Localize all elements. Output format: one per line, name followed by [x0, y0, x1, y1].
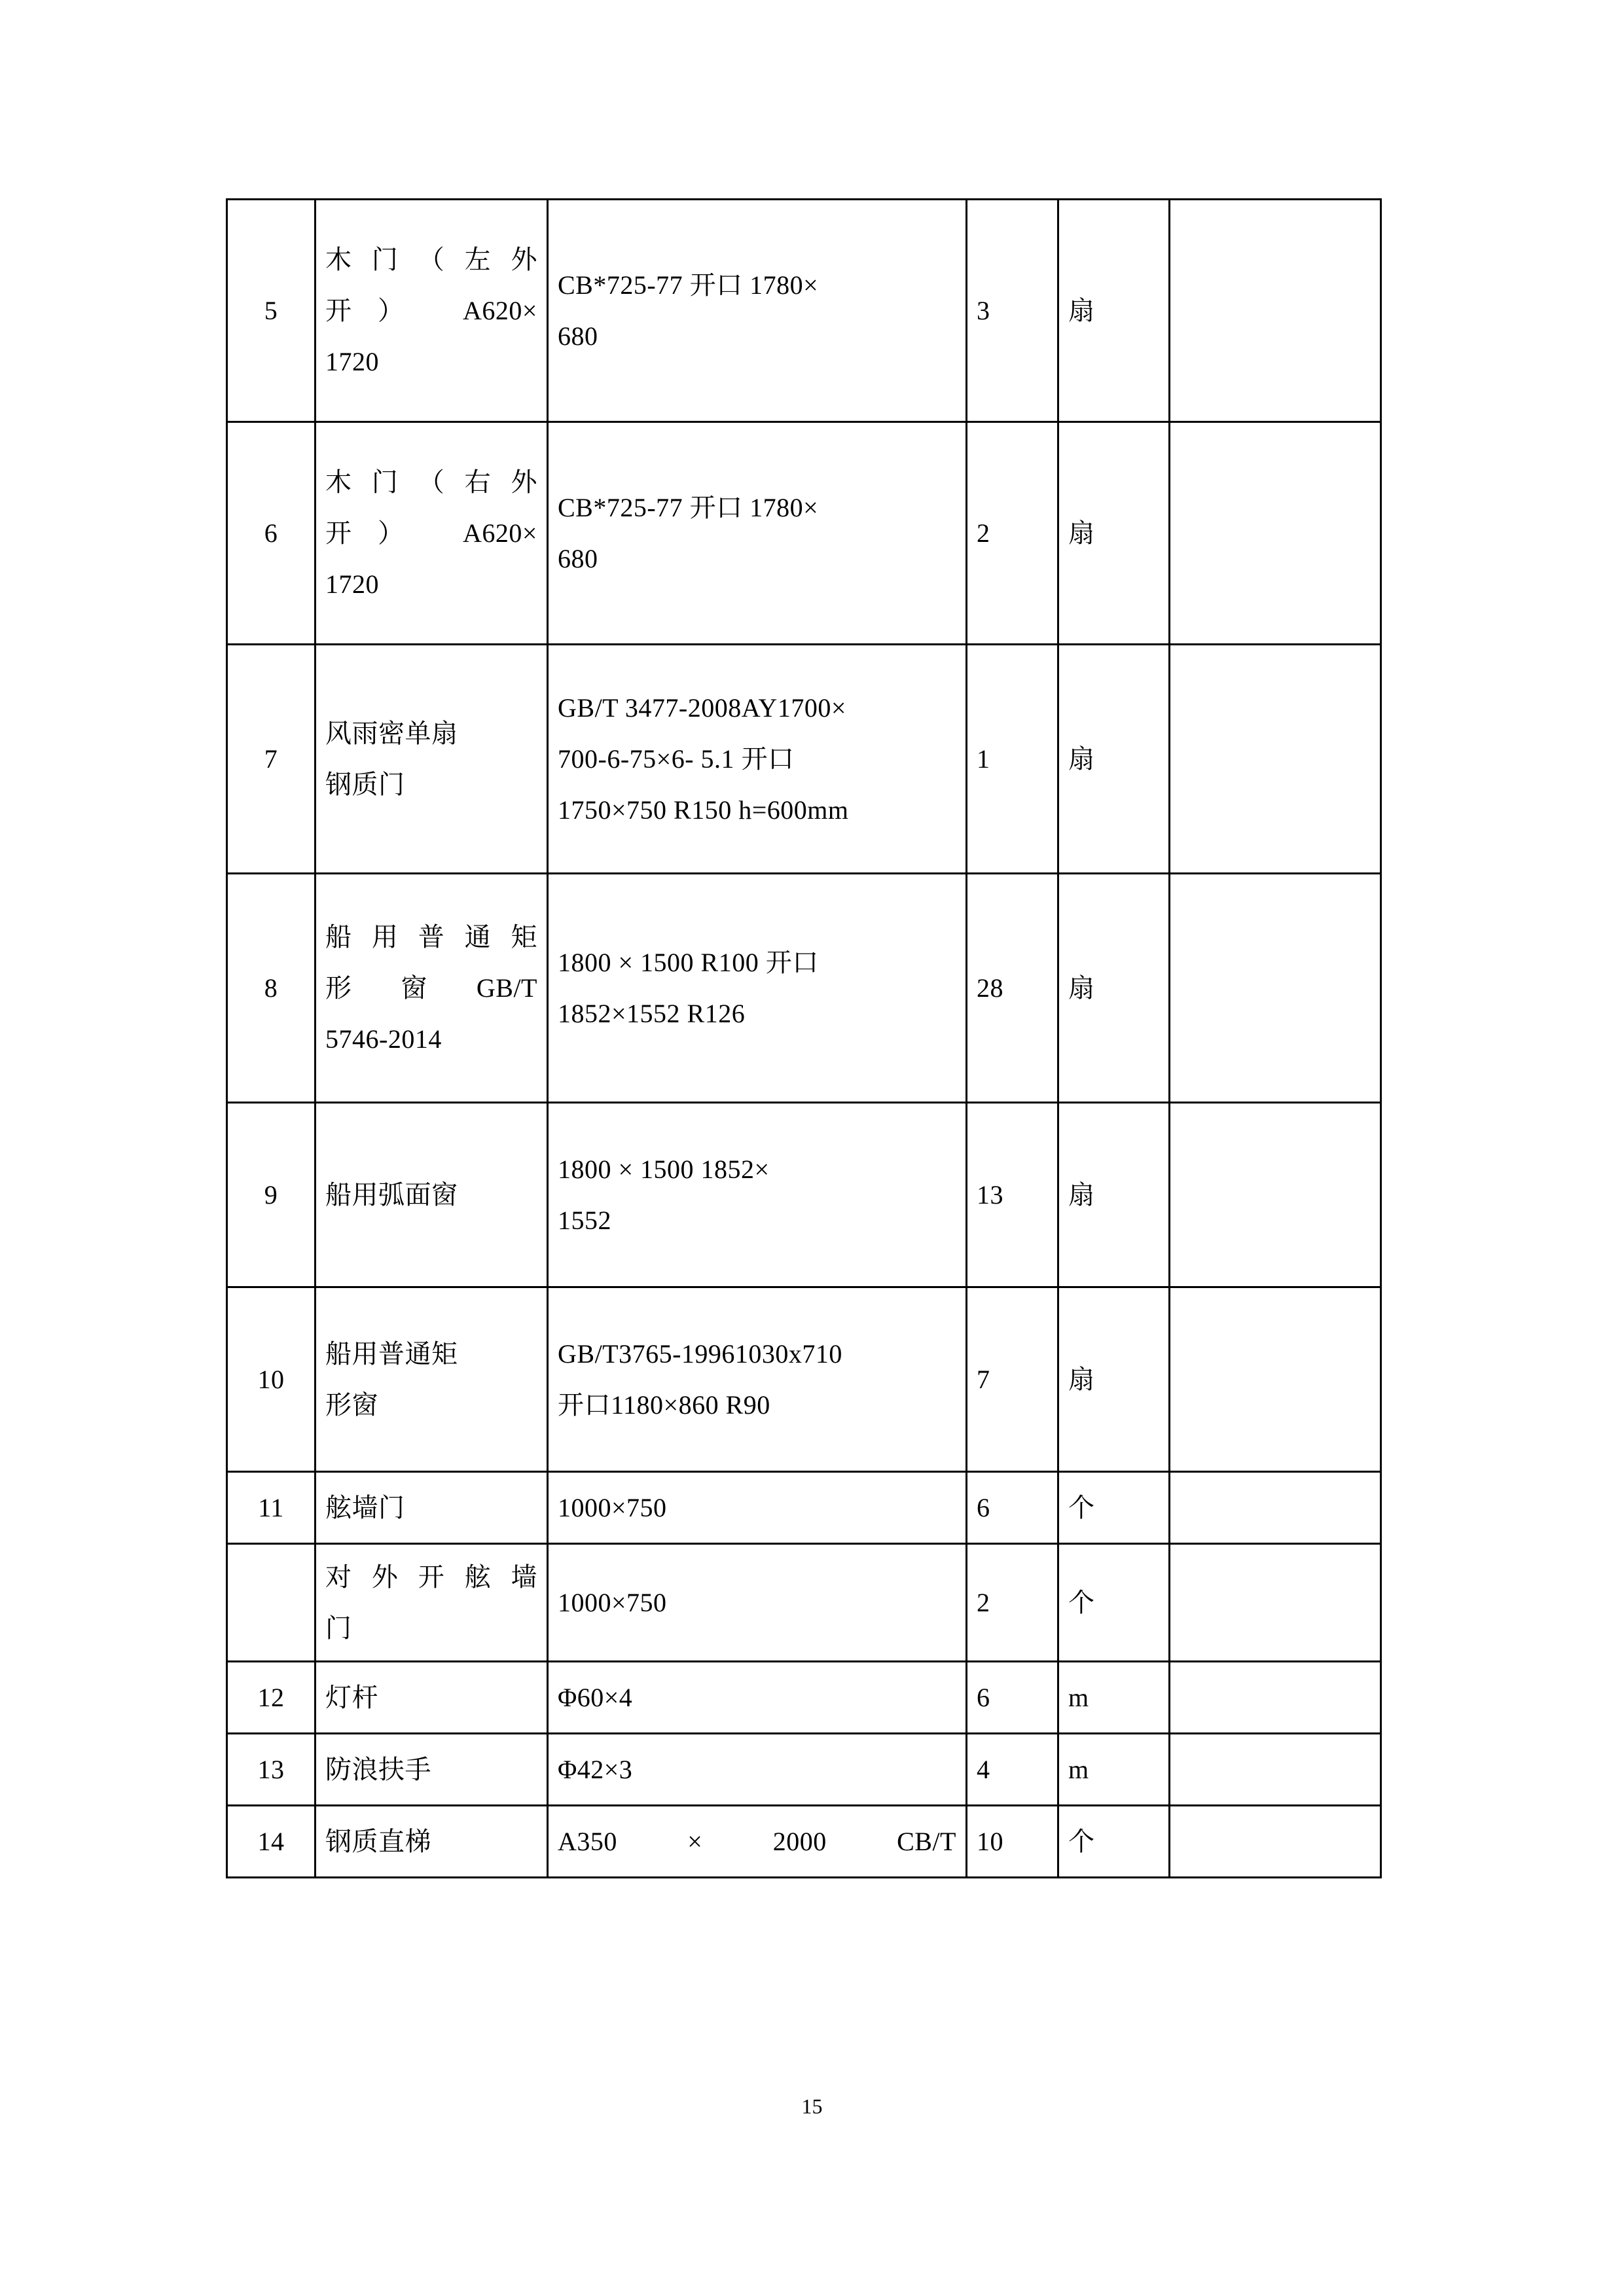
spec-line: 1800 × 1500 1852×: [558, 1154, 770, 1184]
name-line: 形 窗 GB/T: [325, 973, 537, 1003]
table-row: [227, 1472, 1381, 1544]
name-line: 船用普通矩: [325, 922, 537, 952]
row-name-cell: [316, 1734, 548, 1806]
name-line: 5746-2014: [325, 1024, 442, 1054]
spec-line: 1552: [558, 1205, 611, 1235]
page-number: 15: [801, 2094, 823, 2118]
row-spec-cell: [548, 1472, 967, 1544]
row-number-cell: 9: [227, 1103, 316, 1287]
row-name-cell: [316, 1103, 548, 1287]
row-note-cell: [1170, 1544, 1381, 1662]
spec-line: GB/T3765-19961030x710: [558, 1338, 842, 1369]
table-row: [227, 1662, 1381, 1734]
row-spec-cell: [548, 200, 967, 422]
row-unit-cell: 个: [1058, 1806, 1170, 1878]
name-line: 形窗: [325, 1390, 378, 1420]
row-unit-cell: 扇: [1058, 874, 1170, 1103]
table-body: [227, 200, 1381, 1878]
table-row: [227, 874, 1381, 1103]
row-quantity-cell: 7: [967, 1287, 1058, 1472]
table-row: [227, 200, 1381, 422]
row-number-cell: 8: [227, 874, 316, 1103]
row-unit-cell: 扇: [1058, 422, 1170, 645]
spec-line: 1750×750 R150 h=600mm: [558, 795, 849, 825]
name-line: 对外开舷墙: [325, 1562, 537, 1592]
row-number-cell: 5: [227, 200, 316, 422]
row-note-cell: [1170, 1103, 1381, 1287]
table-row: [227, 645, 1381, 874]
row-spec-cell: [548, 1287, 967, 1472]
row-unit-cell: 扇: [1058, 200, 1170, 422]
spec-line: A350 × 2000 CB/T: [558, 1826, 956, 1856]
row-spec-cell: [548, 874, 967, 1103]
row-number-cell: 6: [227, 422, 316, 645]
row-note-cell: [1170, 874, 1381, 1103]
spec-line: 开口1180×860 R90: [558, 1390, 770, 1420]
name-line: 木门（右外: [325, 467, 537, 497]
spec-line: 680: [558, 543, 598, 573]
row-name-cell: [316, 1287, 548, 1472]
row-quantity-cell: 4: [967, 1734, 1058, 1806]
row-note-cell: [1170, 1472, 1381, 1544]
spec-line: GB/T 3477-2008AY1700×: [558, 692, 846, 723]
specification-table: [226, 198, 1382, 1878]
row-note-cell: [1170, 1734, 1381, 1806]
row-spec-cell: [548, 1544, 967, 1662]
table-row: [227, 1544, 1381, 1662]
row-number-cell: 10: [227, 1287, 316, 1472]
row-spec-cell: [548, 1734, 967, 1806]
table-row: [227, 1806, 1381, 1878]
row-unit-cell: 扇: [1058, 1287, 1170, 1472]
row-number-cell: 7: [227, 645, 316, 874]
name-line: 防浪扶手: [325, 1754, 431, 1784]
row-name-cell: [316, 645, 548, 874]
spec-line: 1852×1552 R126: [558, 998, 746, 1028]
spec-table-container: [226, 198, 1380, 1878]
table-row: [227, 1734, 1381, 1806]
row-spec-cell: [548, 422, 967, 645]
spec-line: CB*725-77 开口 1780×: [558, 492, 819, 522]
row-unit-cell: 个: [1058, 1544, 1170, 1662]
row-name-cell: [316, 1806, 548, 1878]
name-line: 钢质直梯: [325, 1826, 431, 1856]
spec-line: 1000×750: [558, 1587, 667, 1617]
spec-line: 1800 × 1500 R100 开口: [558, 947, 819, 977]
spec-line: 1000×750: [558, 1492, 667, 1522]
spec-line: CB*725-77 开口 1780×: [558, 270, 819, 300]
row-quantity-cell: 6: [967, 1662, 1058, 1734]
name-line: 木门（左外: [325, 244, 537, 274]
name-line: 船用弧面窗: [325, 1179, 458, 1210]
row-note-cell: [1170, 645, 1381, 874]
row-quantity-cell: 2: [967, 1544, 1058, 1662]
row-spec-cell: [548, 1662, 967, 1734]
row-quantity-cell: 2: [967, 422, 1058, 645]
row-name-cell: [316, 1544, 548, 1662]
row-unit-cell: 个: [1058, 1472, 1170, 1544]
name-line: 1720: [325, 569, 379, 599]
row-unit-cell: 扇: [1058, 645, 1170, 874]
row-quantity-cell: 6: [967, 1472, 1058, 1544]
name-line: 船用普通矩: [325, 1338, 458, 1369]
row-number-cell: 12: [227, 1662, 316, 1734]
row-note-cell: [1170, 200, 1381, 422]
row-note-cell: [1170, 422, 1381, 645]
row-unit-cell: m: [1058, 1734, 1170, 1806]
name-line: 1720: [325, 346, 379, 376]
row-note-cell: [1170, 1662, 1381, 1734]
row-quantity-cell: 1: [967, 645, 1058, 874]
row-note-cell: [1170, 1287, 1381, 1472]
row-name-cell: [316, 874, 548, 1103]
row-unit-cell: 扇: [1058, 1103, 1170, 1287]
row-number-cell: 11: [227, 1472, 316, 1544]
row-number-cell: 14: [227, 1806, 316, 1878]
row-name-cell: [316, 422, 548, 645]
row-quantity-cell: 13: [967, 1103, 1058, 1287]
row-unit-cell: m: [1058, 1662, 1170, 1734]
row-quantity-cell: 10: [967, 1806, 1058, 1878]
row-spec-cell: [548, 1103, 967, 1287]
table-row: [227, 422, 1381, 645]
name-line: 开） A620×: [325, 518, 537, 548]
name-line: 风雨密单扇: [325, 718, 458, 748]
table-row: [227, 1103, 1381, 1287]
row-name-cell: [316, 1472, 548, 1544]
name-line: 灯杆: [325, 1682, 378, 1712]
name-line: 开） A620×: [325, 295, 537, 325]
spec-line: 680: [558, 321, 598, 351]
spec-line: Φ42×3: [558, 1754, 633, 1784]
name-line: 门: [325, 1613, 352, 1643]
row-number-cell: 13: [227, 1734, 316, 1806]
row-name-cell: [316, 1662, 548, 1734]
row-quantity-cell: 28: [967, 874, 1058, 1103]
spec-line: Φ60×4: [558, 1682, 633, 1712]
row-quantity-cell: 3: [967, 200, 1058, 422]
row-note-cell: [1170, 1806, 1381, 1878]
row-spec-cell: [548, 1806, 967, 1878]
row-name-cell: [316, 200, 548, 422]
row-spec-cell: [548, 645, 967, 874]
row-number-cell: [227, 1544, 316, 1662]
name-line: 舷墙门: [325, 1492, 405, 1522]
table-row: [227, 1287, 1381, 1472]
name-line: 钢质门: [325, 769, 405, 799]
spec-line: 700-6-75×6- 5.1 开口: [558, 744, 795, 774]
